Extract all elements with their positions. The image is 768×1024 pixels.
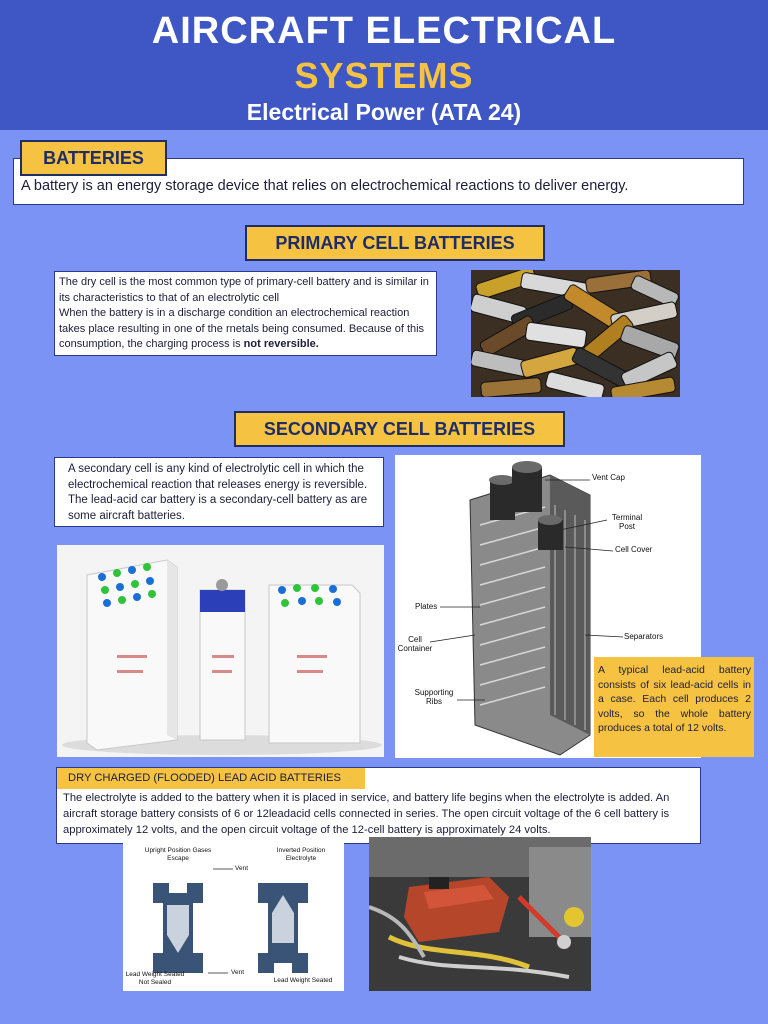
header-banner bbox=[0, 0, 768, 130]
lead-acid-callout bbox=[594, 657, 754, 757]
aircraft-battery-installation-image bbox=[369, 837, 591, 991]
dry-charged-tag: DRY CHARGED (FLOODED) LEAD ACID BATTERIES bbox=[57, 768, 365, 789]
batteries-definition-text: A battery is an energy storage device that relies on electrochemical reactions to deliver energy. bbox=[21, 178, 629, 194]
vent-cap-diagram bbox=[123, 843, 344, 991]
vent-top-label: Vent bbox=[235, 865, 249, 872]
secondary-cell-tag: SECONDARY CELL BATTERIES bbox=[234, 411, 565, 447]
primary-cell-text: The dry cell is the most common type of primary-cell battery and is similar in its characteristics to that of an electrolytic cell When the battery is in a discharge condition an electrochemical reaction takes place resulting in one of the rnetals being consumed. Because of this consumption, the charging process is bbox=[59, 276, 429, 350]
title-line1: AIRCRAFT ELECTRICAL bbox=[151, 10, 617, 52]
label-cell-container: Cell Container bbox=[397, 635, 433, 653]
label-supporting-ribs: Supporting Ribs bbox=[414, 688, 454, 706]
subtitle: Electrical Power (ATA 24) bbox=[246, 99, 522, 125]
secondary-cell-text-box bbox=[54, 457, 384, 527]
title-line2: SYSTEMS bbox=[294, 55, 474, 96]
label-cell-cover: Cell Cover bbox=[615, 545, 653, 554]
lead-weight-left-label: Lead Weight Seated Not Sealed bbox=[125, 971, 185, 986]
industrial-battery-cells-image bbox=[57, 545, 384, 757]
primary-cell-text-box bbox=[54, 271, 437, 356]
lead-weight-right-label: Lead Weight Seated bbox=[273, 977, 333, 984]
label-terminal-post: Terminal Post bbox=[611, 513, 643, 531]
batteries-tag: BATTERIES bbox=[20, 140, 167, 176]
label-separators: Separators bbox=[624, 632, 664, 641]
primary-cell-tag: PRIMARY CELL BATTERIES bbox=[245, 225, 545, 261]
pile-of-batteries-image bbox=[471, 270, 680, 397]
label-vent-cap: Vent Cap bbox=[592, 473, 625, 482]
vent-upright-label: Upright Position Gases Escape bbox=[144, 847, 212, 862]
vent-inverted-label: Inverted Position Electrolyte bbox=[276, 847, 326, 862]
lead-acid-callout-text: A typical lead-acid battery consists of six lead-acid cells in a case. Each cell produces 2 volts, so the whole battery produces a total of 12 volts. bbox=[598, 664, 751, 734]
label-plates: Plates bbox=[415, 602, 438, 611]
vent-bottom-label: Vent bbox=[231, 969, 245, 976]
dry-charged-text: The electrolyte is added to the battery when it is placed in service, and battery life begins when the electrolyte is added. An aircraft storage battery consists of 6 or 12leadacid cells connected in series. The open circuit voltage of the 6 cell battery is approximately 12 volts, and the open circuit voltage of the 12-cell battery is approximately 24 volts. bbox=[63, 792, 670, 836]
secondary-cell-text: A secondary cell is any kind of electrolytic cell in which the electrochemical reaction that releases energy is reversible. The lead-acid car battery is a secondary-cell battery as are some aircraft batteries. bbox=[68, 463, 368, 522]
not-reversible-text: not reversible. bbox=[243, 338, 319, 350]
